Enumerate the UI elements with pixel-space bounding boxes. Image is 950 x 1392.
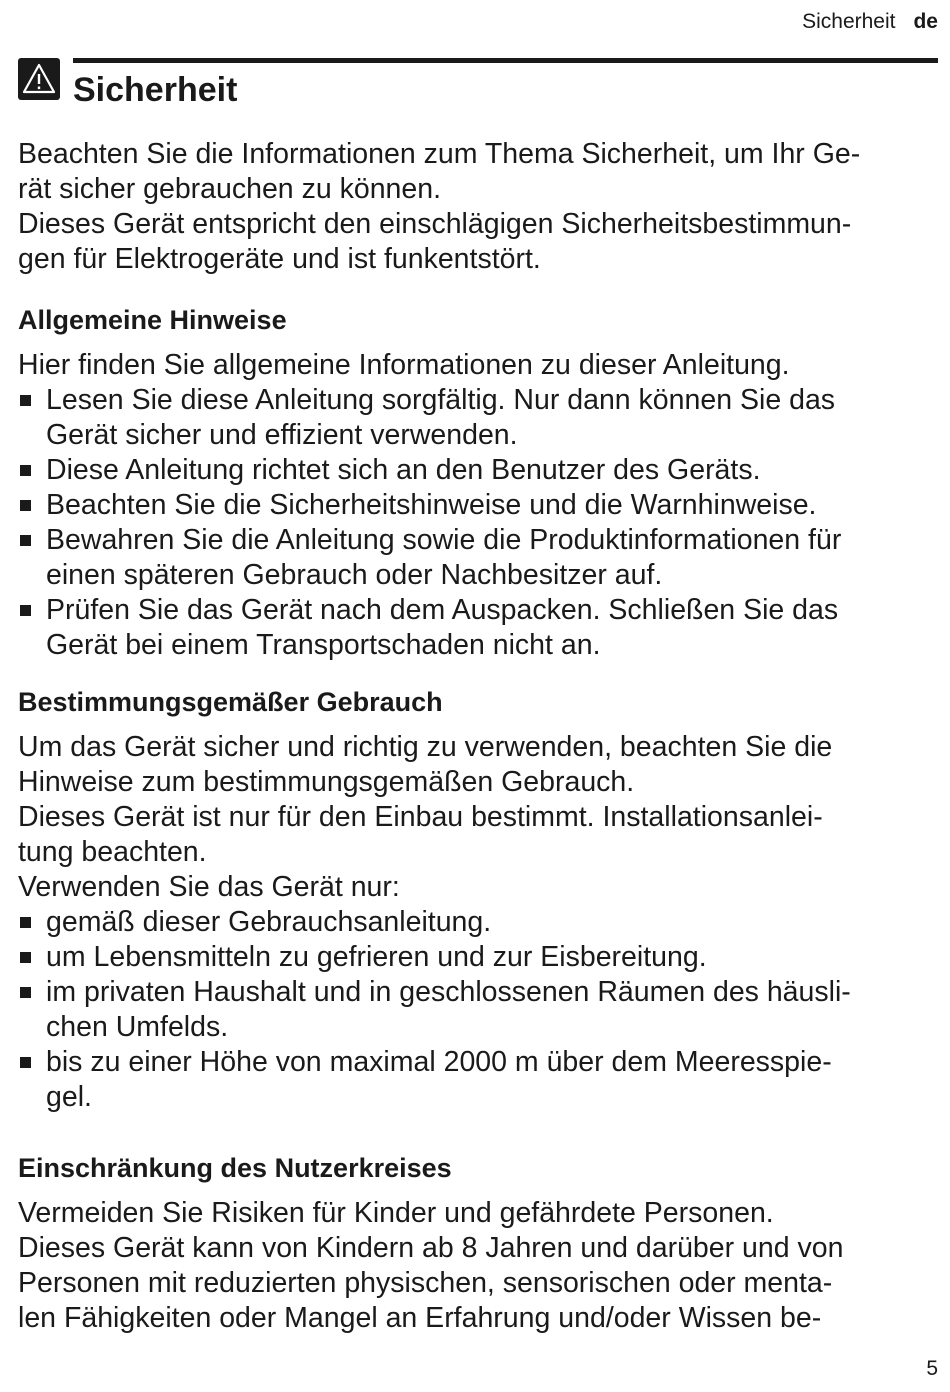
bullet-square-icon — [20, 465, 31, 476]
list-item-line: bis zu einer Höhe von maximal 2000 m über dem Meeresspie- — [46, 1046, 832, 1078]
intro-line: rät sicher gebrauchen zu können. — [18, 173, 442, 205]
intended-use-line: tung beachten. — [18, 836, 207, 868]
list-item — [18, 523, 938, 593]
list-item-line: Gerät sicher und effizient verwenden. — [46, 419, 518, 451]
intro-line: Dieses Gerät entspricht den einschlägigen Sicherheitsbestimmun- — [18, 208, 852, 240]
list-item — [18, 905, 938, 940]
bullet-square-icon — [20, 500, 31, 511]
bullet-square-icon — [20, 987, 31, 998]
bullet-square-icon — [20, 917, 31, 928]
general-intro: Hier finden Sie allgemeine Informationen zu dieser Anleitung. — [18, 349, 790, 381]
section-heading-user-restrictions: Einschränkung des Nutzerkreises — [18, 1153, 452, 1183]
list-item — [18, 940, 938, 975]
intended-use-line: Verwenden Sie das Gerät nur: — [18, 871, 400, 903]
user-restrictions-line: Dieses Gerät kann von Kindern ab 8 Jahren und darüber und von — [18, 1232, 844, 1264]
list-item-line: chen Umfelds. — [46, 1011, 229, 1043]
list-item-line: einen späteren Gebrauch oder Nachbesitzer auf. — [46, 559, 663, 591]
list-item — [18, 383, 938, 453]
bullet-square-icon — [20, 395, 31, 406]
bullet-square-icon — [20, 952, 31, 963]
list-item — [18, 453, 938, 488]
user-restrictions-line: len Fähigkeiten oder Mangel an Erfahrung und/oder Wissen be- — [18, 1302, 822, 1334]
list-item-line: Prüfen Sie das Gerät nach dem Auspacken. Schließen Sie das — [46, 594, 839, 626]
warning-triangle-icon — [18, 58, 60, 100]
list-item — [18, 1045, 938, 1115]
user-restrictions-line: Personen mit reduzierten physischen, sensorischen oder menta- — [18, 1267, 833, 1299]
intro-paragraph — [18, 137, 938, 277]
list-item-line: Bewahren Sie die Anleitung sowie die Produktinformationen für — [46, 524, 842, 556]
list-item-line: Gerät bei einem Transportschaden nicht an. — [46, 629, 601, 661]
title-rule — [73, 58, 938, 63]
running-header — [802, 8, 938, 36]
bullet-square-icon — [20, 1057, 31, 1068]
list-item — [18, 975, 938, 1045]
list-item — [18, 593, 938, 663]
section-heading-intended-use: Bestimmungsgemäßer Gebrauch — [18, 687, 443, 717]
bullet-square-icon — [20, 535, 31, 546]
list-item-line: Diese Anleitung richtet sich an den Benutzer des Geräts. — [46, 454, 761, 486]
header-section-label: Sicherheit — [802, 10, 896, 33]
document-body — [18, 137, 938, 1336]
section-heading-general: Allgemeine Hinweise — [18, 305, 287, 335]
user-restrictions-line: Vermeiden Sie Risiken für Kinder und gefährdete Personen. — [18, 1197, 774, 1229]
list-item-line: gel. — [46, 1081, 92, 1113]
list-item-line: im privaten Haushalt und in geschlossenen Räumen des häusli- — [46, 976, 851, 1008]
list-item-line: gemäß dieser Gebrauchsanleitung. — [46, 906, 492, 938]
intro-line: Beachten Sie die Informationen zum Thema Sicherheit, um Ihr Ge- — [18, 138, 861, 170]
header-language-code: de — [913, 10, 938, 33]
intended-use-line: Hinweise zum bestimmungsgemäßen Gebrauch. — [18, 766, 635, 798]
intended-use-line: Dieses Gerät ist nur für den Einbau bestimmt. Installationsanlei- — [18, 801, 823, 833]
list-item-line: Lesen Sie diese Anleitung sorgfältig. Nur dann können Sie das — [46, 384, 836, 416]
bullet-square-icon — [20, 605, 31, 616]
page-number: 5 — [926, 1357, 938, 1380]
intro-line: gen für Elektrogeräte und ist funkentstört. — [18, 243, 541, 275]
list-item-line: um Lebensmitteln zu gefrieren und zur Eisbereitung. — [46, 941, 707, 973]
page-title: Sicherheit — [73, 71, 238, 109]
list-item — [18, 488, 938, 523]
list-item-line: Beachten Sie die Sicherheitshinweise und die Warnhinweise. — [46, 489, 817, 521]
intended-use-line: Um das Gerät sicher und richtig zu verwenden, beachten Sie die — [18, 731, 833, 763]
